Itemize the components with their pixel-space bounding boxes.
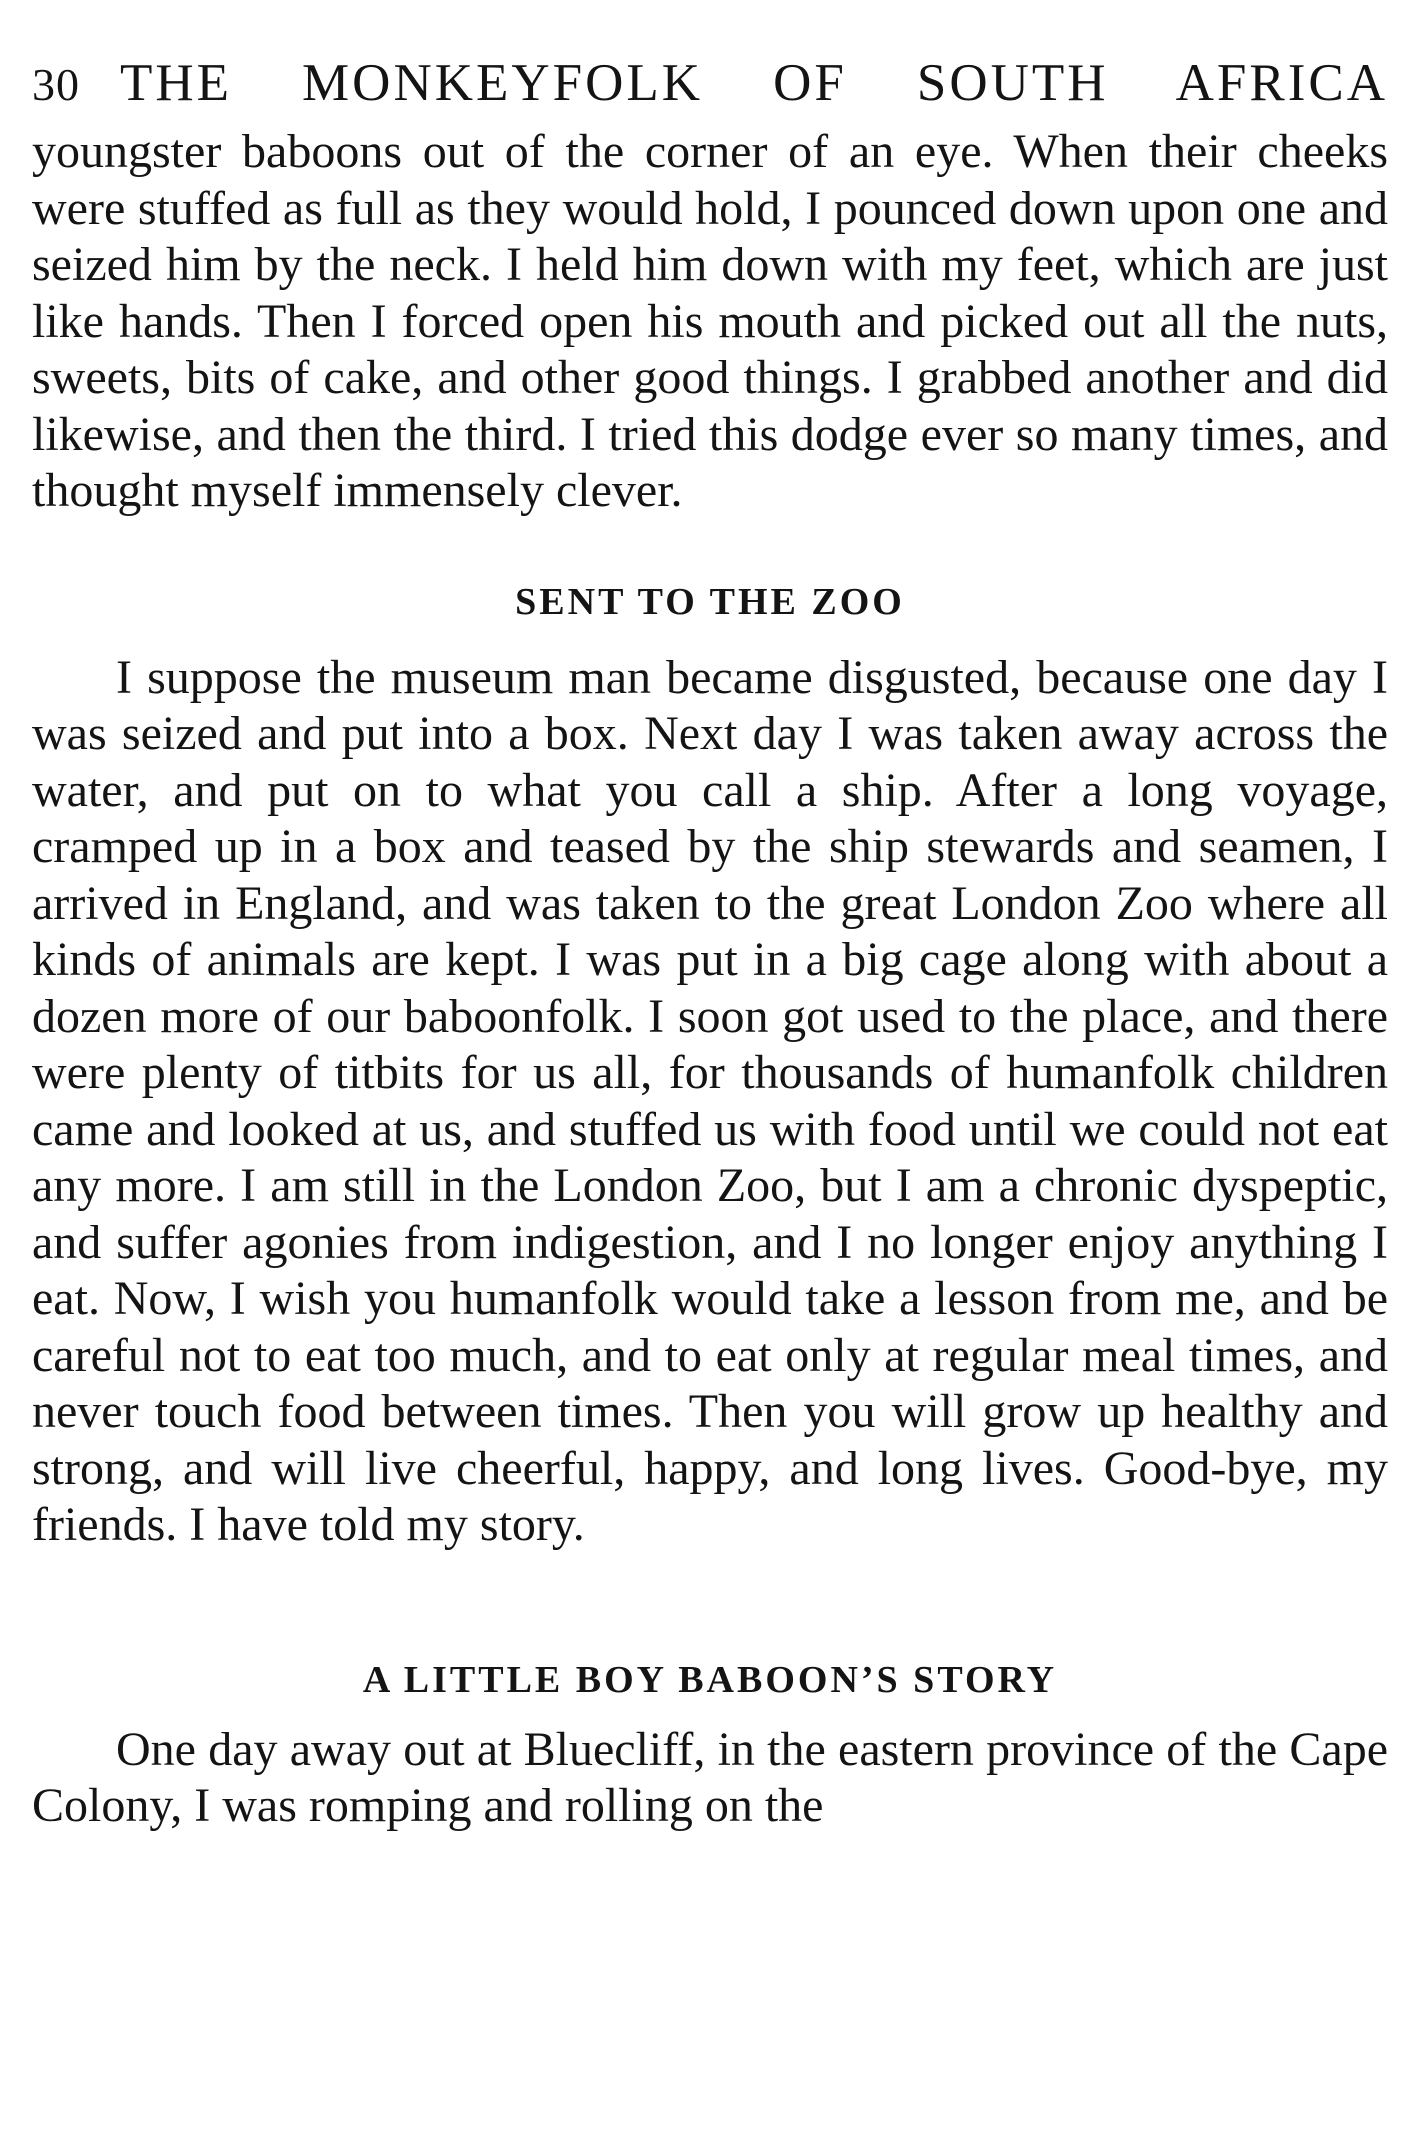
book-page	[32, 42, 1388, 1835]
section-heading-little-boy-baboon: A LITTLE BOY BABOON’S STORY	[362, 1658, 1058, 1701]
page-number: 30	[32, 59, 80, 110]
running-head	[32, 42, 1388, 124]
running-title: THE MONKEYFOLK OF SOUTH AFRICA	[120, 54, 1388, 112]
paragraph-bluecliff: One day away out at Bluecliff, in the eastern province of the Cape Colony, I was romping and rolling on the	[32, 1722, 1388, 1832]
section-heading-sent-to-zoo: SENT TO THE ZOO	[515, 580, 905, 623]
paragraph-sent-to-zoo: I suppose the museum man became disgusted, because one day I was seized and put into a box. Next day I was taken away across the water, and put on to what you call a ship. After a long voyage, cramped up in a box and teased by the ship stewards and seamen, I arrived in England, and was taken to the great London Zoo where all kinds of animals are kept. I was put in a big cage along with about a dozen more of our baboonfolk. I soon got used to the place, and there were plenty of titbits for us all, for thousands of humanfolk children came and looked at us, and stuffed us with food until we could not eat any more. I am still in the London Zoo, but I am a chronic dyspeptic, and suffer agonies from indigestion, and I no longer enjoy anything I eat. Now, I wish you humanfolk would take a lesson from me, and be careful not to eat too much, and to eat only at regular meal times, and never touch food between times. Then you will grow up healthy and strong, and will live cheerful, happy, and long lives. Good-bye, my friends. I have told my story.	[32, 650, 1388, 1551]
paragraph-continuation: youngster baboons out of the corner of an eye. When their cheeks were stuffed as full as they would hold, I pounced down upon one and seized him by the neck. I held him down with my feet, which are just like hands. Then I forced open his mouth and picked out all the nuts, sweets, bits of cake, and other good things. I grabbed another and did likewise, and then the third. I tried this dodge ever so many times, and thought myself immensely clever.	[32, 125, 1388, 517]
